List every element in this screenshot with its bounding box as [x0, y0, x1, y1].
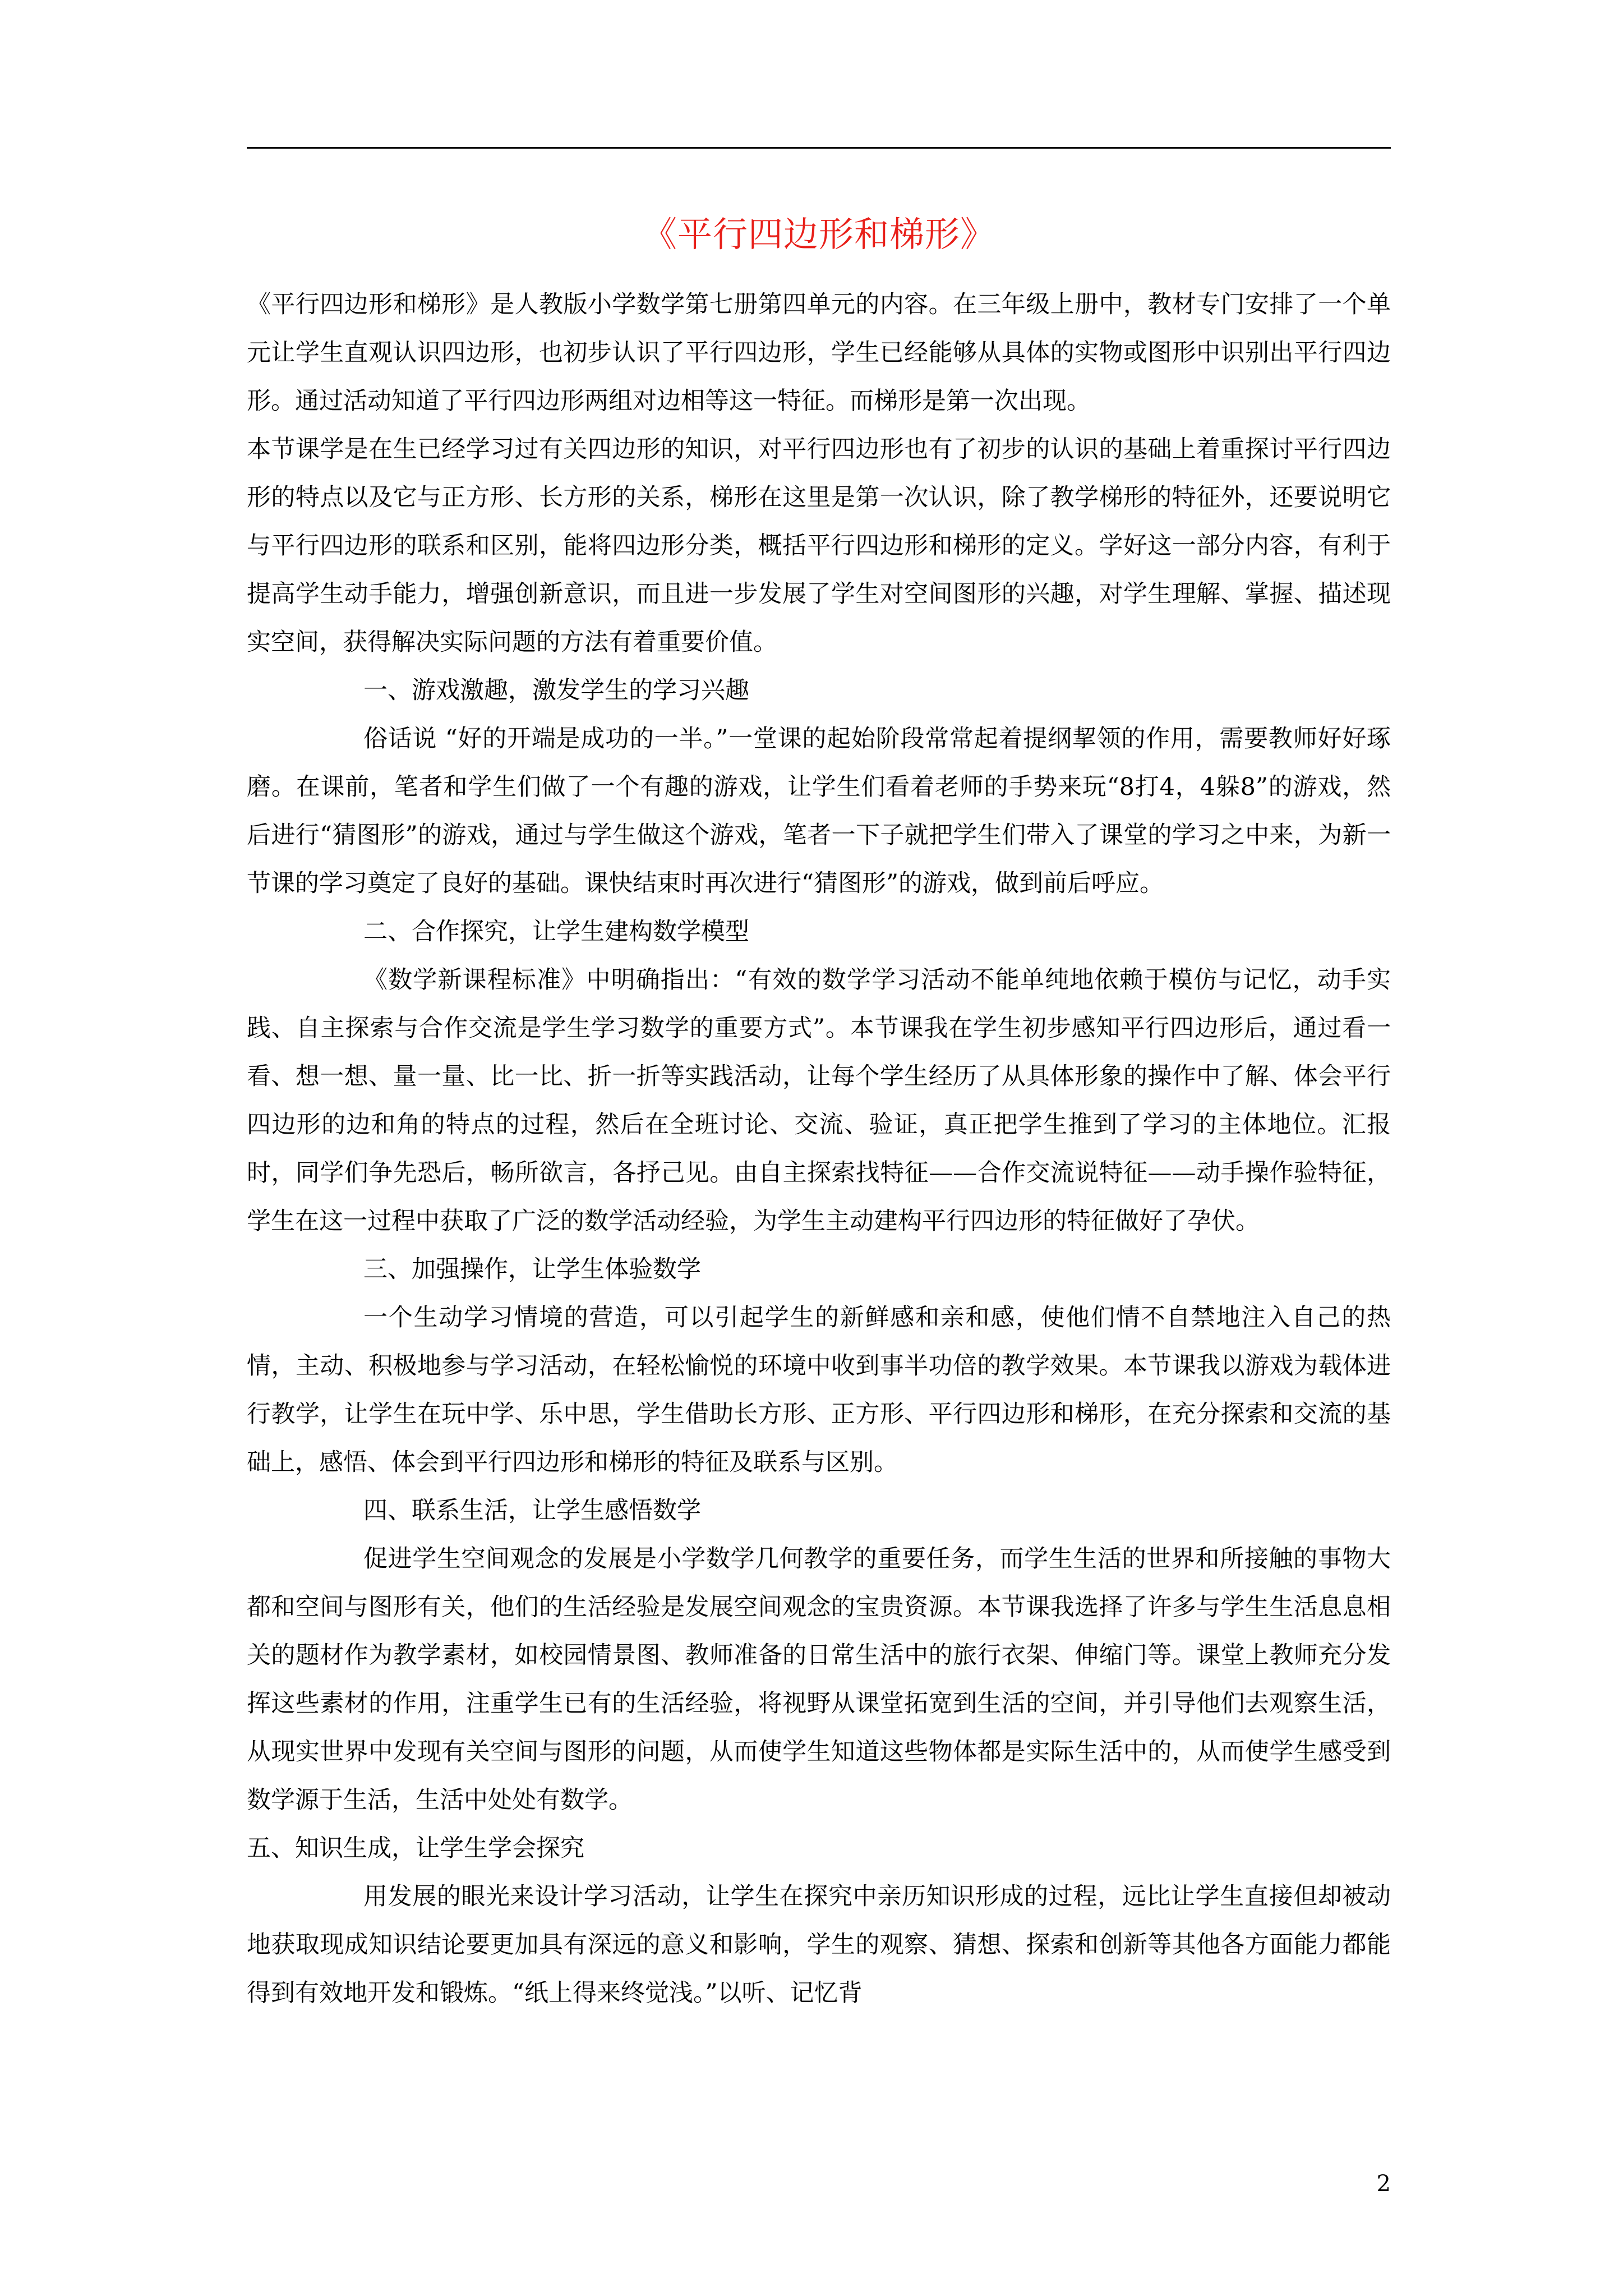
paragraph-overview: 本节课学是在生已经学习过有关四边形的知识，对平行四边形也有了初步的认识的基础上着重探讨平行四边形的特点以及它与正方形、长方形的关系，梯形在这里是第一次认识，除了教学梯形的特征外，还要说明它与平行四边形的联系和区别，能将四边形分类，概括平行四边形和梯形的定义。学好这一部分内容，有利于提高学生动手能力，增强创新意识，而且进一步发展了学生对空间图形的兴趣，对学生理解、掌握、描述现实空间，获得解决实际问题的方法有着重要价值。 [247, 435, 1391, 656]
section-heading-4: 四、联系生活，让学生感悟数学 [363, 1497, 701, 1525]
section-heading-1: 一、游戏激趣，激发学生的学习兴趣 [363, 677, 749, 705]
paragraph-section-4: 促进学生空间观念的发展是小学数学几何教学的重要任务，而学生生活的世界和所接触的事物大都和空间与图形有关，他们的生活经验是发展空间观念的宝贵资源。本节课我选择了许多与学生生活息息相关的题材作为教学素材，如校园情景图、教师准备的日常生活中的旅行衣架、伸缩门等。课堂上教师充分发挥这些素材的作用，注重学生已有的生活经验，将视野从课堂拓宽到生活的空间，并引导他们去观察生活，从现实世界中发现有关空间与图形的问题，从而使学生知道这些物体都是实际生活中的，从而使学生感受到数学源于生活，生活中处处有数学。 [247, 1545, 1391, 1814]
paragraph-section-3: 一个生动学习情境的营造，可以引起学生的新鲜感和亲和感，使他们情不自禁地注入自己的热情，主动、积极地参与学习活动，在轻松愉悦的环境中收到事半功倍的教学效果。本节课我以游戏为载体进行教学，让学生在玩中学、乐中思，学生借助长方形、正方形、平行四边形和梯形，在充分探索和交流的基础上，感悟、体会到平行四边形和梯形的特征及联系与区别。 [247, 1304, 1391, 1476]
section-heading-2: 二、合作探究，让学生建构数学模型 [363, 918, 749, 946]
page-number: 2 [1376, 2171, 1391, 2197]
header-rule [247, 147, 1391, 149]
paragraph-intro: 《平行四边形和梯形》是人教版小学数学第七册第四单元的内容。在三年级上册中，教材专门安排了一个单元让学生直观认识四边形，也初步认识了平行四边形，学生已经能够从具体的实物或图形中识别出平行四边形。通过活动知道了平行四边形两组对边相等这一特征。而梯形是第一次出现。 [247, 291, 1391, 415]
section-heading-5: 五、知识生成，让学生学会探究 [247, 1834, 584, 1862]
paragraph-section-1: 俗话说 “好的开端是成功的一半。”一堂课的起始阶段常常起着提纲挈领的作用，需要教师好好琢磨。在课前，笔者和学生们做了一个有趣的游戏，让学生们看着老师的手势来玩“8打4，4躲8”的游戏，然后进行“猜图形”的游戏，通过与学生做这个游戏，笔者一下子就把学生们带入了课堂的学习之中来，为新一节课的学习奠定了良好的基础。课快结束时再次进行“猜图形”的游戏，做到前后呼应。 [247, 725, 1391, 898]
section-heading-3: 三、加强操作，让学生体验数学 [363, 1255, 701, 1283]
document-body [247, 280, 1391, 2017]
paragraph-section-2: 《数学新课程标准》中明确指出：“有效的数学学习活动不能单纯地依赖于模仿与记忆，动手实践、自主探索与合作交流是学生学习数学的重要方式”。本节课我在学生初步感知平行四边形后，通过看一看、想一想、量一量、比一比、折一折等实践活动，让每个学生经历了从具体形象的操作中了解、体会平行四边形的边和角的特点的过程，然后在全班讨论、交流、验证，真正把学生推到了学习的主体地位。汇报时，同学们争先恐后，畅所欲言，各抒己见。由自主探索找特征——合作交流说特征——动手操作验特征，学生在这一过程中获取了广泛的数学活动经验，为学生主动建构平行四边形的特征做好了孕伏。 [247, 966, 1391, 1235]
document-title: 《平行四边形和梯形》 [642, 214, 995, 255]
paragraph-section-5: 用发展的眼光来设计学习活动，让学生在探究中亲历知识形成的过程，远比让学生直接但却被动地获取现成知识结论要更加具有深远的意义和影响，学生的观察、猜想、探索和创新等其他各方面能力都能得到有效地开发和锻炼。“纸上得来终觉浅。”以听、记忆背 [247, 1883, 1391, 2007]
